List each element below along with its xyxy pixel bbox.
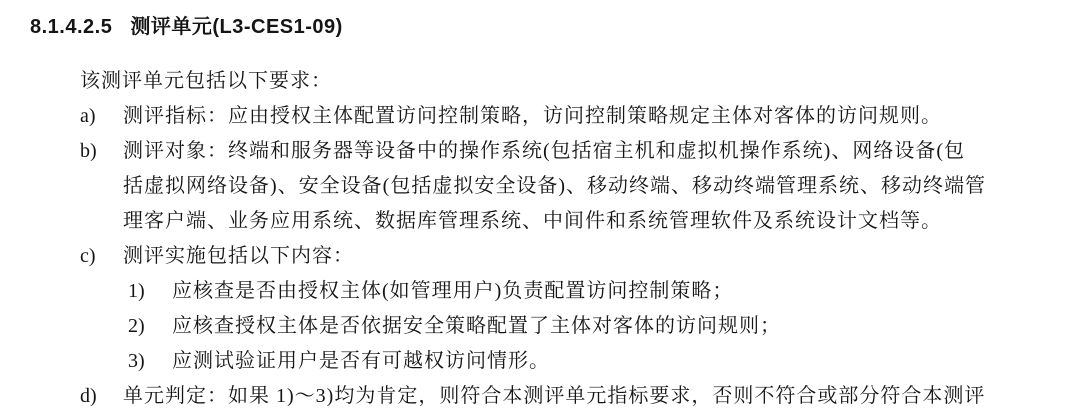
list-item-a [80,99,1080,134]
subitem-label-1: 1) [128,280,145,302]
sublist-item-2 [128,309,1080,344]
list-item-b [80,134,1080,239]
clause-number: 8.1.4.2.5 [30,16,113,38]
item-label-a: a) [80,105,96,127]
intro-paragraph: 该测评单元包括以下要求： [80,70,332,92]
subitem-text-2 [172,309,781,344]
subitem-text-line: 应核查授权主体是否依据安全策略配置了主体对客体的访问规则； [172,315,781,337]
sublist-item-1 [128,274,1080,309]
item-label-c: c) [80,245,96,267]
item-text-line: 测评指标：应由授权主体配置访问控制策略，访问控制策略规定主体对客体的访问规则。 [123,105,942,127]
subitem-label-2: 2) [128,315,145,337]
item-text-line: 测评对象：终端和服务器等设备中的操作系统(包括宿主机和虚拟机操作系统)、网络设备(包 [123,140,965,162]
list-item-c [80,239,1080,274]
subitem-label-3: 3) [128,350,145,372]
item-label-d: d) [80,385,97,407]
item-text-c [123,239,354,274]
subitem-text-1 [172,274,733,309]
item-text-a [123,99,942,134]
subitem-text-3 [172,344,550,379]
section-heading [30,12,1080,42]
item-text-line: 测评实施包括以下内容： [123,245,354,267]
item-label-b: b) [80,140,97,162]
list-item-d [80,379,1080,414]
clause-title: 测评单元(L3-CES1-09) [130,16,343,38]
item-text-line: 理客户端、业务应用系统、数据库管理系统、中间件和系统管理软件及系统设计文档等。 [123,210,942,232]
item-text-b [123,134,986,239]
item-text-d [123,379,985,414]
subitem-text-line: 应测试验证用户是否有可越权访问情形。 [172,350,550,372]
subitem-text-line: 应核查是否由授权主体(如管理用户)负责配置访问控制策略； [172,280,734,302]
item-text-line: 括虚拟网络设备)、安全设备(包括虚拟安全设备)、移动终端、移动终端管理系统、移动终端管 [123,175,986,197]
sublist-item-3 [128,344,1080,379]
item-text-line: 单元判定：如果 1)～3)均为肯定，则符合本测评单元指标要求，否则不符合或部分符合本测评 [123,385,986,407]
